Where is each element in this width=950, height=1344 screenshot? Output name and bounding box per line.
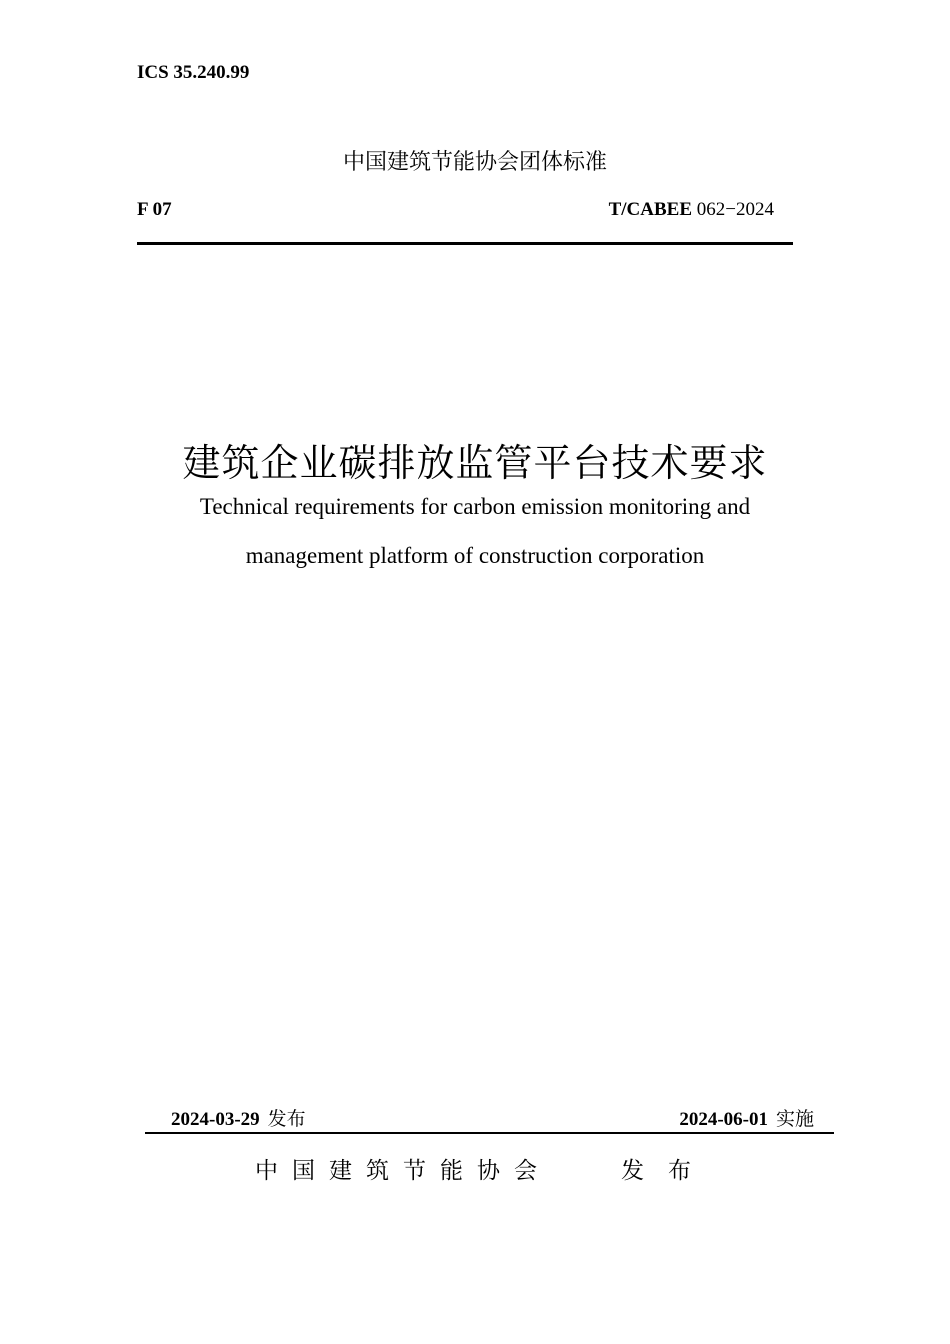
standard-number-suffix: 062−2024 (692, 199, 774, 220)
effective-date: 2024-06-01 (679, 1109, 768, 1130)
standard-number-prefix: T/CABEE (608, 199, 693, 220)
publish-date: 2024-03-29 (171, 1109, 260, 1130)
document-title-chinese: 建筑企业碳排放监管平台技术要求 (182, 441, 768, 485)
document-title-english-line1: Technical requirements for carbon emission monitoring and (199, 494, 751, 519)
organization-standard-label: 中国建筑节能协会团体标准 (342, 150, 607, 175)
publish-label: 发布 (267, 1108, 306, 1130)
ics-code: ICS 35.240.99 (137, 62, 250, 83)
publisher-name: 中国建筑节能协会 (255, 1158, 551, 1184)
document-title-english-line2: management platform of construction corporation (245, 543, 705, 568)
header-divider (137, 242, 793, 245)
issue-label: 发布 (621, 1158, 715, 1184)
standard-number (609, 199, 774, 221)
effective-date-block (679, 1104, 814, 1131)
publish-date-block (171, 1104, 306, 1131)
classification-code: F 07 (137, 199, 172, 220)
footer-divider (145, 1132, 834, 1134)
effective-label: 实施 (775, 1108, 814, 1130)
